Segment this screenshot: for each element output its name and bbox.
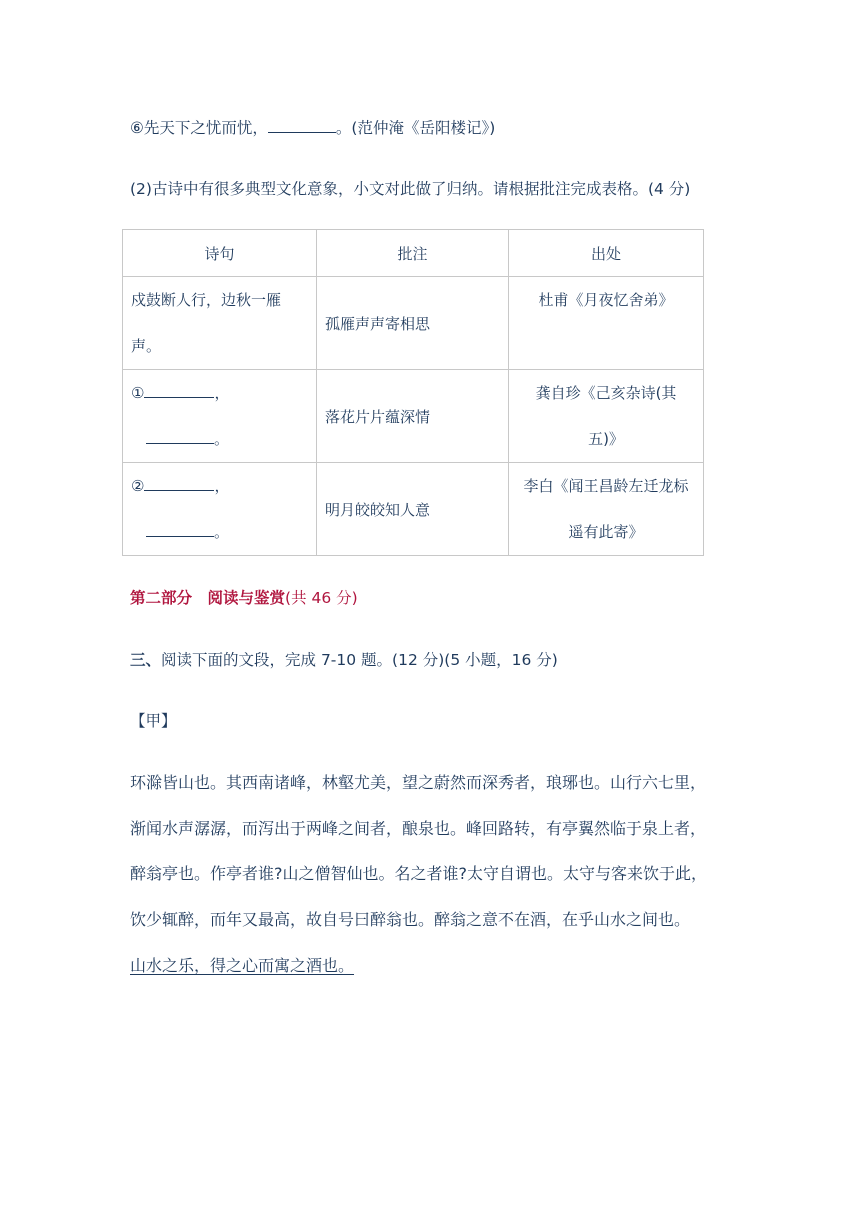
- verse-separator: ，: [214, 384, 230, 402]
- verse-line: [131, 509, 308, 555]
- passage-line: 渐闻水声潺潺，而泻出于两峰之间者，酿泉也。峰回路转，有亭翼然临于泉上者，: [130, 819, 707, 838]
- note-cell: 明月皎皎知人意: [317, 463, 509, 556]
- answer-blank[interactable]: [268, 117, 336, 133]
- question-2-intro: (2)古诗中有很多典型文化意象，小文对此做了归纳。请根据批注完成表格。(4 分): [130, 180, 691, 198]
- verse-line: [131, 416, 308, 462]
- question-6-prefix: ⑥先天下之忧而忧，: [130, 119, 268, 137]
- table-row: [123, 370, 704, 463]
- answer-blank[interactable]: [146, 428, 214, 444]
- source-line: 遥有此寄》: [568, 523, 644, 541]
- header-source: 出处: [509, 230, 704, 277]
- part-2-title: 第二部分 阅读与鉴赏: [130, 589, 286, 607]
- note-cell: 落花片片蕴深情: [317, 370, 509, 463]
- source-cell: [509, 463, 704, 556]
- verse-marker: ②: [131, 477, 145, 495]
- verse-separator: ，: [214, 477, 230, 495]
- answer-blank[interactable]: [144, 475, 214, 491]
- table-header-row: [123, 230, 704, 277]
- source-line: 杜甫《月夜忆舍弟》: [538, 291, 674, 309]
- verse-cell: [123, 277, 317, 370]
- verse-marker: ①: [131, 384, 145, 402]
- source-cell: [509, 370, 704, 463]
- passage-underlined-line: 山水之乐，得之心而寓之酒也。: [130, 956, 355, 975]
- note-cell: 孤雁声声寄相思: [317, 277, 509, 370]
- part-2-score: (共 46 分): [285, 589, 358, 607]
- header-note: 批注: [317, 230, 509, 277]
- section-3-text: 阅读下面的文段，完成 7-10 题。(12 分)(5 小题，16 分): [161, 651, 558, 669]
- section-3-heading: [130, 650, 558, 670]
- section-3-label: 三、: [130, 651, 162, 669]
- verse-cell: [123, 463, 317, 556]
- imagery-table: [122, 229, 704, 556]
- table-row: [123, 463, 704, 556]
- verse-line: 戍鼓断人行，边秋一雁: [131, 291, 282, 309]
- source-line: 李白《闻王昌龄左迁龙标: [523, 477, 689, 495]
- answer-blank[interactable]: [146, 521, 214, 537]
- verse-line: [131, 463, 308, 509]
- header-verse: 诗句: [123, 230, 317, 277]
- question-6-suffix: 。(范仲淹《岳阳楼记》): [335, 119, 496, 137]
- answer-blank[interactable]: [144, 382, 214, 398]
- passage-label-jia: 【甲】: [130, 712, 177, 730]
- verse-separator: 。: [214, 523, 230, 541]
- source-cell: [509, 277, 704, 370]
- verse-line: [131, 370, 308, 416]
- question-6-line: [130, 117, 495, 138]
- passage-line: 环滁皆山也。其西南诸峰，林壑尤美，望之蔚然而深秀者，琅琊也。山行六七里，: [130, 773, 707, 792]
- verse-cell: [123, 370, 317, 463]
- table-row: [123, 277, 704, 370]
- verse-line: 声。: [131, 337, 162, 355]
- part-2-heading: [130, 588, 358, 608]
- passage-line: 醉翁亭也。作亭者谁?山之僧智仙也。名之者谁?太守自谓也。太守与客来饮于此，: [130, 864, 707, 883]
- passage-line: 饮少辄醉，而年又最高，故自号曰醉翁也。醉翁之意不在酒，在乎山水之间也。: [130, 910, 691, 929]
- verse-separator: 。: [214, 430, 230, 448]
- source-line: 五)》: [588, 430, 624, 448]
- source-line: 龚自珍《己亥杂诗(其: [535, 384, 677, 402]
